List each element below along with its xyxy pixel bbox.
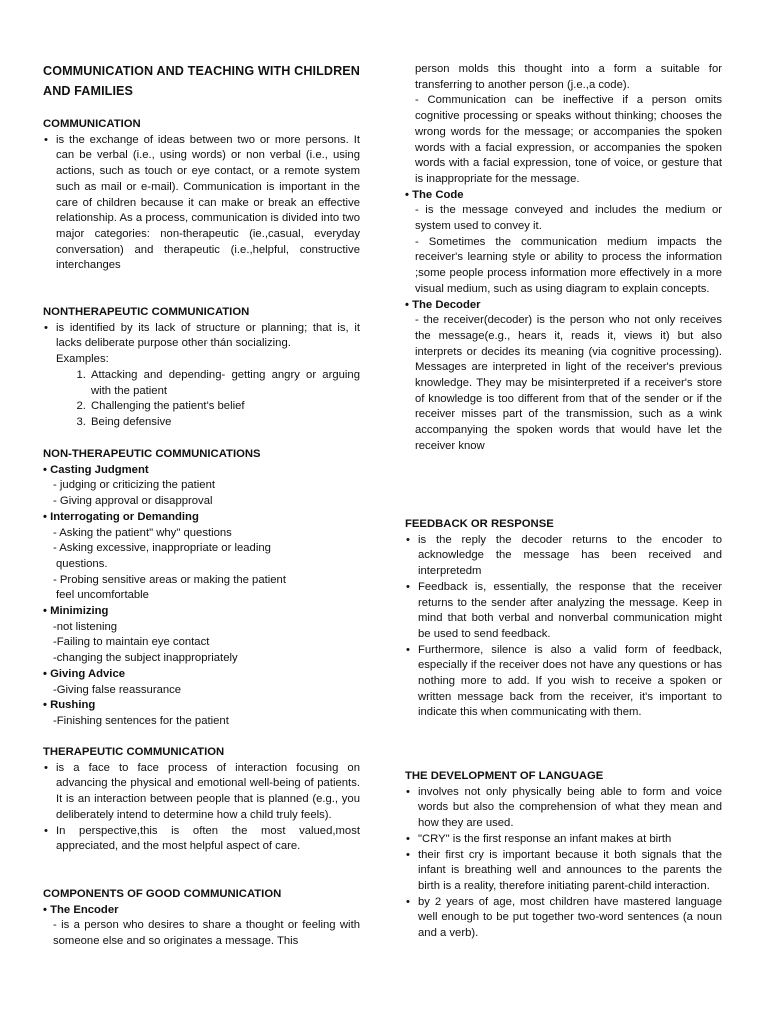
language-bullet: • their first cry is important because it both signals that the infant is breathing well and announces to the parents the birth is a reality, therefore initiating parent-child interaction.	[405, 848, 722, 895]
heading-language: THE DEVELOPMENT OF LANGUAGE	[405, 770, 604, 782]
encoder-title: • The Encoder	[43, 903, 119, 916]
heading-nontherapeutic: NONTHERAPEUTIC COMMUNICATION	[43, 306, 250, 318]
group-item: - judging or criticizing the patient	[53, 479, 216, 492]
section-nontherapeutic	[43, 305, 360, 431]
group-item: feel uncomfortable	[56, 589, 149, 602]
feedback-bullet: • Furthermore, silence is also a valid form of feedback, especially if the receiver does not have any questions or has nothing more to add. If you wish to receive a spoken or written message back from the receiver, it's important to indicate this when communicating with them.	[405, 643, 722, 722]
heading-communication: COMMUNICATION	[43, 118, 141, 130]
section-feedback	[405, 517, 722, 721]
encoder-text: - is a person who desires to share a thought or feeling with someone else and so originates a message. This	[53, 919, 360, 948]
therapeutic-bullet-1: • is a face to face process of interaction focusing on advancing the physical and emotional well-being of patients. It is an interaction between people that is planned (e.g., you deliberately intend to determine how a child truly feels).	[43, 761, 360, 824]
language-bullet: • by 2 years of age, most children have mastered language well enough to be put together two-word sentences (a noun and a verb).	[405, 895, 722, 942]
group-item: questions.	[56, 557, 108, 570]
group-title-rushing: • Rushing	[43, 699, 96, 712]
group-item: -Failing to maintain eye contact	[53, 636, 210, 649]
group-item: -not listening	[53, 620, 118, 633]
group-item: - Asking the patient" why" questions	[53, 526, 232, 539]
feedback-bullet: • is the reply the decoder returns to the encoder to acknowledge the message has been received and interpretedm	[405, 533, 722, 580]
heading-feedback: FEEDBACK OR RESPONSE	[405, 518, 554, 530]
communication-bullet-1: • is the exchange of ideas between two or more persons. It can be verbal (i.e., using words) or non verbal (i.e., using actions, such as touch or eye contact, or a remote system such as mail or e-mail). Communication is important in the care of children because it can make or break an effective relationship. As a process, communication is divided into two major categories: non-therapeutic (ie.,casual, everyday conversation) and therapeutic (i.e.,helpful, constructive interchanges	[43, 133, 360, 274]
document-title: COMMUNICATION AND TEACHING WITH CHILDREN AND FAMILIES	[43, 64, 360, 98]
group-item: - Giving approval or disapproval	[53, 495, 213, 508]
language-bullet: • involves not only physically being able to form and voice words but also the comprehension of what they mean and how they are used.	[405, 785, 722, 832]
examples-list	[43, 368, 360, 431]
section-communication	[43, 117, 360, 274]
group-item: - Probing sensitive areas or making the patient	[53, 573, 286, 586]
heading-therapeutic: THERAPEUTIC COMMUNICATION	[43, 746, 225, 758]
heading-components: COMPONENTS OF GOOD COMMUNICATION	[43, 888, 282, 900]
section-language	[405, 769, 722, 942]
group-title-interrogating: • Interrogating or Demanding	[43, 510, 199, 523]
group-item: -Finishing sentences for the patient	[53, 714, 229, 727]
decoder-text: - the receiver(decoder) is the person who not only receives the message(e.g., hears it, reads it, views it) but also interprets or decides its meaning (via cognitive processing). Messages are interpreted in light of the receiver's previous knowledge. They may be misinterpreted if a receiver's store of knowledge is too different from that of the sender or if the receiver misses part of the transmission, such as a wink accompanying the spoken words that would have let the receiver know	[415, 314, 722, 452]
example-item: 2. Challenging the patient's belief	[89, 399, 360, 415]
code-item: - is the message conveyed and includes the medium or system used to convey it.	[415, 204, 722, 233]
feedback-bullet: • Feedback is, essentially, the response that the receiver returns to the sender after analyzing the message. Keep in mind that both verbal and nonverbal communication might be used to send feedback.	[405, 580, 722, 643]
code-title: • The Code	[405, 188, 464, 201]
encoder-continued: person molds this thought into a form a suitable for transferring to another person (j.e.,a code).	[415, 63, 722, 91]
language-bullet: • "CRY" is the first response an infant makes at birth	[405, 832, 722, 848]
group-title-giving-advice: • Giving Advice	[43, 667, 126, 680]
group-item: -Giving false reassurance	[53, 683, 182, 696]
encoder-continued-2: - Communication can be ineffective if a person omits cognitive processing or speaks without thinking; chooses the wrong words for the message; or accompanies the spoken words with a facial expression, or accompanies the spoken words with a facial expression, tone of voice, or gesture that is inappropriate for the message.	[415, 94, 722, 185]
section-non-therapeutic-communications	[43, 447, 360, 730]
group-item: - Asking excessive, inappropriate or leading	[53, 542, 271, 555]
heading-non-therapeutic-communications: NON-THERAPEUTIC COMMUNICATIONS	[43, 448, 261, 460]
section-components	[43, 887, 360, 950]
code-item: - Sometimes the communication medium impacts the receiver's learning style or ability to process the information ;some people process information more effectively in a more visual medium, such as using diagram to explain concepts.	[415, 235, 722, 295]
decoder-title: • The Decoder	[405, 298, 481, 311]
group-item: -changing the subject inappropriately	[53, 652, 238, 665]
section-therapeutic	[43, 745, 360, 855]
example-item: 3. Being defensive	[89, 415, 360, 431]
nontherapeutic-bullet-1: • is identified by its lack of structure or planning; that is, it lacks deliberate purpose other thán socializing.	[43, 321, 360, 352]
section-encoder-continued	[405, 62, 722, 455]
group-title-casting-judgment: • Casting Judgment	[43, 463, 149, 476]
group-title-minimizing: • Minimizing	[43, 605, 109, 618]
example-item: 1. Attacking and depending- getting angry or arguing with the patient	[89, 368, 360, 399]
examples-label: Examples:	[56, 353, 109, 366]
therapeutic-bullet-2: • In perspective,this is often the most valued,most appreciated, and the most helpful aspect of care.	[43, 824, 360, 855]
